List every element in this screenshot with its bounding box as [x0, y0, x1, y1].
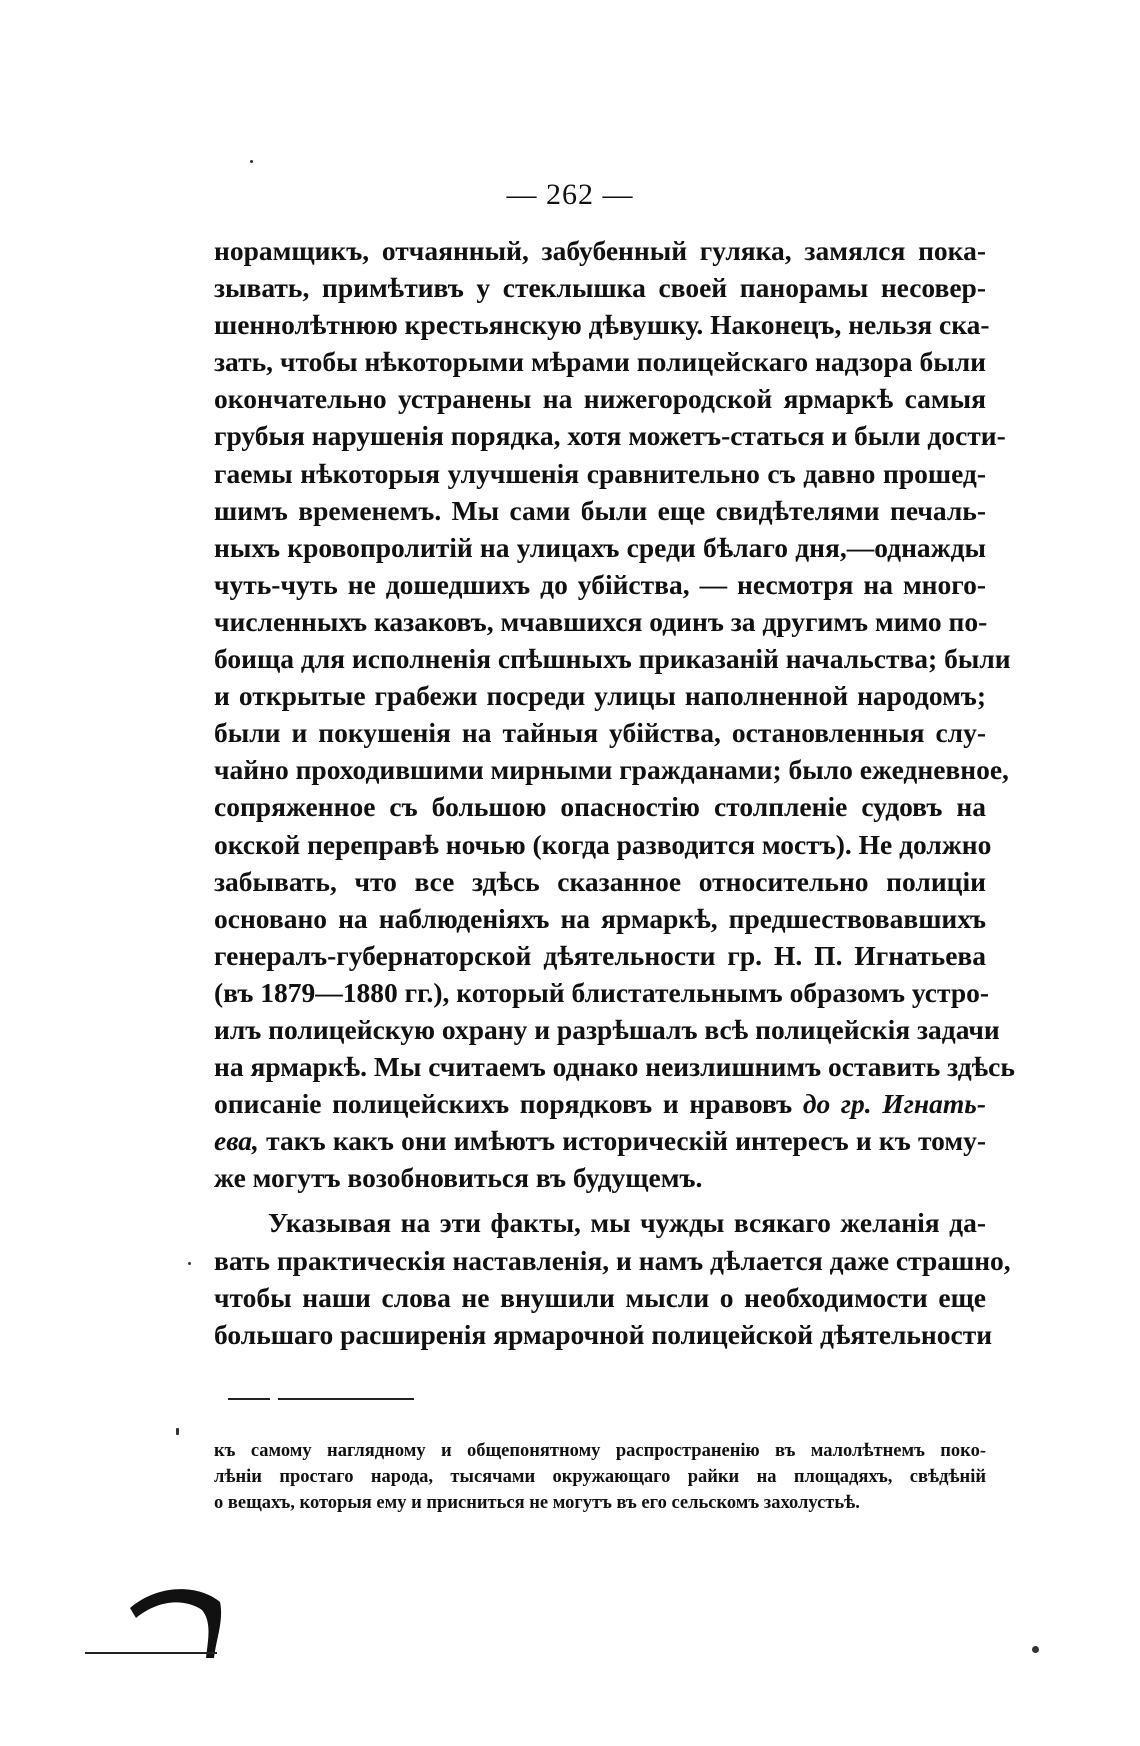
- text-line: илъ полицейскую охрану и разрѣшалъ всѣ полицейскія задачи: [214, 1013, 1000, 1045]
- text-line: чайно проходившими мирными гражданами; было ежедневное,: [214, 754, 1009, 786]
- text-line: большаго расширенія ярмарочной полицейской дѣятельности: [214, 1318, 993, 1350]
- text-line: вать практическія наставленія, и намъ дѣлается даже страшно,: [214, 1244, 1011, 1276]
- text-line-mixed: [214, 1122, 986, 1159]
- paragraph-gap: [214, 1196, 986, 1204]
- ink-speck: [1032, 1646, 1039, 1653]
- footnote: [214, 1438, 986, 1516]
- text-line: грубыя нарушенія порядка, хотя можетъ-статься и были дости-: [214, 420, 1006, 452]
- text-line: шимъ временемъ. Мы сами были еще свидѣтелями печаль-: [214, 494, 986, 526]
- italic-run: до гр. Игнать-: [802, 1088, 986, 1120]
- text-line: боища для исполненія спѣшныхъ приказаній начальства; были: [214, 643, 1011, 675]
- text-line: сопряженное съ большою опасностію столпленіе судовъ на: [214, 791, 986, 823]
- text-line: норамщикъ, отчаянный, забубенный гуляка, замялся пока-: [214, 235, 986, 266]
- text-line: на ярмаркѣ. Мы считаемъ однако неизлишнимъ оставить здѣсь: [214, 1051, 1015, 1083]
- ink-speck: [176, 1428, 179, 1435]
- text-line: и открытые грабежи посреди улицы наполненной народомъ;: [214, 680, 986, 712]
- footnote-line: о вещахъ, которыя ему и присниться не могутъ въ его сельскомъ захолустьѣ.: [214, 1493, 860, 1513]
- text-line: окской переправѣ ночью (когда разводится мостъ). Не должно: [214, 828, 992, 860]
- text-line: шеннолѣтнюю крестьянскую дѣвушку. Наконецъ, нельзя ска-: [214, 309, 990, 341]
- ink-speck: [188, 1262, 191, 1265]
- text-line: численныхъ казаковъ, мчавшихся одинъ за другимъ мимо по-: [214, 605, 988, 637]
- text-line: же могутъ возобновиться въ будущемъ.: [214, 1162, 703, 1194]
- footnote-line: къ самому наглядному и общепонятному распространенію въ малолѣтнемъ поко-: [214, 1441, 986, 1461]
- text-line: окончательно устранены на нижегородской ярмаркѣ самыя: [214, 383, 986, 415]
- text-line: (въ 1879—1880 гг.), который блистательнымъ образомъ устро-: [214, 976, 990, 1008]
- text-line: забывать, что все здѣсь сказанное относительно полиціи: [214, 865, 986, 897]
- text-line: чтобы наши слова не внушили мысли о необходимости еще: [214, 1281, 986, 1313]
- text-line: генералъ-губернаторской дѣятельности гр. Н. П. Игнатьева: [214, 939, 986, 971]
- page-number: — 262 —: [506, 178, 634, 211]
- footnote-rule-short: [228, 1398, 270, 1400]
- footnote-line: лѣніи простаго народа, тысячами окружающаго райки на площадяхъ, свѣдѣній: [214, 1467, 986, 1487]
- text-line-mixed: [214, 1085, 986, 1122]
- ink-speck: [250, 160, 253, 163]
- printer-mark-icon: [128, 1580, 228, 1660]
- text-line: чуть-чуть не дошедшихъ до убійства, — несмотря на много-: [214, 568, 986, 600]
- text-line: Указывая на эти факты, мы чужды всякаго желанія да-: [268, 1207, 986, 1239]
- footnote-rule-long: [278, 1398, 414, 1400]
- text-line: были и покушенія на тайныя убійства, остановленныя слу-: [214, 717, 986, 749]
- text-line: основано на наблюденіяхъ на ярмаркѣ, предшествовавшихъ: [214, 902, 986, 934]
- text-line: ныхъ кровопролитій на улицахъ среди бѣлаго дня,—однажды: [214, 531, 986, 563]
- text-line: гаемы нѣкоторыя улучшенія сравнительно съ давно прошед-: [214, 457, 986, 489]
- text-line: зывать, примѣтивъ у стеклышка своей панорамы несовер-: [214, 272, 986, 304]
- text-run: описаніе полицейскихъ порядковъ и нравовъ: [214, 1088, 803, 1120]
- main-text: [214, 232, 1015, 1353]
- text-line: зать, чтобы нѣкоторыми мѣрами полицейскаго надзора были: [214, 346, 986, 378]
- printer-mark-rule: [85, 1652, 217, 1654]
- italic-run: ева,: [214, 1125, 259, 1157]
- text-run: такъ какъ они имѣютъ историческій интересъ и къ тому-: [258, 1125, 986, 1157]
